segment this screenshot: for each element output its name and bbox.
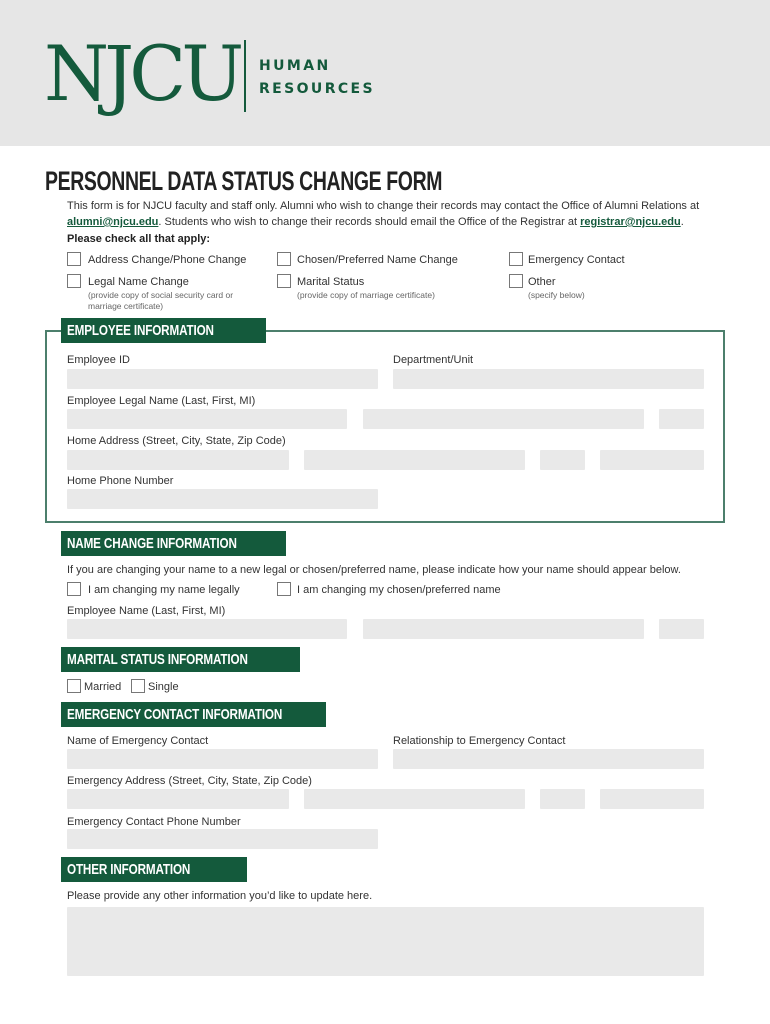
emergency-contact-checkbox[interactable] bbox=[509, 252, 523, 266]
marital-status-note: (provide copy of marriage certificate) bbox=[297, 290, 435, 300]
home-state-field[interactable] bbox=[540, 450, 585, 470]
chosen-name-label: Chosen/Preferred Name Change bbox=[297, 254, 458, 266]
other-info-heading bbox=[61, 857, 247, 882]
legal-name-label: Legal Name Change bbox=[88, 276, 189, 288]
new-first-name-field[interactable] bbox=[363, 619, 644, 639]
home-street-field[interactable] bbox=[67, 450, 289, 470]
employee-info-heading-text: EMPLOYEE INFORMATION bbox=[67, 322, 214, 339]
emergency-phone-field[interactable] bbox=[67, 829, 378, 849]
alumni-email-link[interactable]: alumni@njcu.edu bbox=[67, 216, 159, 228]
intro-part1: This form is for NJCU faculty and staff only. Alumni who wish to change their records may contact the Office of Alumni Relations at bbox=[67, 200, 700, 212]
employee-id-label: Employee ID bbox=[67, 354, 130, 366]
home-phone-label: Home Phone Number bbox=[67, 475, 174, 487]
legal-first-name-field[interactable] bbox=[363, 409, 644, 429]
chosen-change-label: I am changing my chosen/preferred name bbox=[297, 584, 501, 596]
home-phone-field[interactable] bbox=[67, 489, 378, 509]
legal-name-field-label: Employee Legal Name (Last, First, MI) bbox=[67, 395, 256, 407]
marital-heading-text: MARITAL STATUS INFORMATION bbox=[67, 651, 248, 668]
form-title: PERSONNEL DATA STATUS CHANGE FORM bbox=[45, 166, 443, 196]
intro-part2: . Students who wish to change their records should email the Office of the Registrar at bbox=[158, 216, 581, 228]
address-phone-label: Address Change/Phone Change bbox=[88, 254, 247, 266]
emergency-address-label: Emergency Address (Street, City, State, Zip Code) bbox=[67, 775, 312, 787]
intro-part3: . bbox=[680, 216, 684, 228]
logo-human-resources bbox=[259, 55, 375, 101]
other-info-textarea[interactable] bbox=[67, 907, 704, 976]
name-change-instruction: If you are changing your name to a new legal or chosen/preferred name, please indicate how your name should appear below. bbox=[67, 564, 681, 576]
legal-mi-field[interactable] bbox=[659, 409, 704, 429]
other-info-heading-text: OTHER INFORMATION bbox=[67, 861, 191, 878]
department-label: Department/Unit bbox=[393, 354, 474, 366]
logo-divider bbox=[244, 40, 246, 112]
department-field[interactable] bbox=[393, 369, 704, 389]
new-mi-field[interactable] bbox=[659, 619, 704, 639]
emergency-contact-label: Emergency Contact bbox=[528, 254, 625, 266]
single-checkbox[interactable] bbox=[131, 679, 145, 693]
married-checkbox[interactable] bbox=[67, 679, 81, 693]
legal-change-checkbox[interactable] bbox=[67, 582, 81, 596]
legal-last-name-field[interactable] bbox=[67, 409, 347, 429]
single-label: Single bbox=[148, 681, 179, 693]
emergency-relationship-field[interactable] bbox=[393, 749, 704, 769]
emergency-heading-text: EMERGENCY CONTACT INFORMATION bbox=[67, 706, 283, 723]
emergency-name-label: Name of Emergency Contact bbox=[67, 735, 209, 747]
name-change-heading bbox=[61, 531, 286, 556]
marital-status-label: Marital Status bbox=[297, 276, 365, 288]
new-name-label: Employee Name (Last, First, MI) bbox=[67, 605, 226, 617]
marital-status-checkbox[interactable] bbox=[277, 274, 291, 288]
emergency-relationship-label: Relationship to Emergency Contact bbox=[393, 735, 566, 747]
emergency-heading bbox=[61, 702, 326, 727]
emergency-city-field[interactable] bbox=[304, 789, 525, 809]
married-label: Married bbox=[84, 681, 122, 693]
address-phone-checkbox[interactable] bbox=[67, 252, 81, 266]
registrar-email-link[interactable]: registrar@njcu.edu bbox=[580, 216, 681, 228]
chosen-change-checkbox[interactable] bbox=[277, 582, 291, 596]
new-last-name-field[interactable] bbox=[67, 619, 347, 639]
home-zip-field[interactable] bbox=[600, 450, 704, 470]
other-checkbox[interactable] bbox=[509, 274, 523, 288]
check-all-label: Please check all that apply: bbox=[67, 233, 211, 245]
chosen-name-checkbox[interactable] bbox=[277, 252, 291, 266]
legal-change-label: I am changing my name legally bbox=[88, 584, 240, 596]
home-city-field[interactable] bbox=[304, 450, 525, 470]
emergency-state-field[interactable] bbox=[540, 789, 585, 809]
home-address-label: Home Address (Street, City, State, Zip Code) bbox=[67, 435, 286, 447]
legal-name-checkbox[interactable] bbox=[67, 274, 81, 288]
emergency-zip-field[interactable] bbox=[600, 789, 704, 809]
emergency-name-field[interactable] bbox=[67, 749, 378, 769]
employee-id-field[interactable] bbox=[67, 369, 378, 389]
logo-line-resources: RESOURCES bbox=[259, 81, 375, 97]
marital-heading bbox=[61, 647, 300, 672]
name-change-heading-text: NAME CHANGE INFORMATION bbox=[67, 535, 237, 552]
intro-text bbox=[67, 198, 707, 230]
other-label: Other bbox=[528, 276, 556, 288]
njcu-logo: NJCU bbox=[44, 29, 240, 118]
logo-line-human: HUMAN bbox=[259, 58, 331, 74]
employee-info-heading bbox=[61, 318, 266, 343]
emergency-phone-label: Emergency Contact Phone Number bbox=[67, 816, 241, 828]
other-info-instruction: Please provide any other information you’d like to update here. bbox=[67, 890, 373, 902]
other-note: (specify below) bbox=[528, 290, 585, 300]
emergency-street-field[interactable] bbox=[67, 789, 289, 809]
legal-name-note: (provide copy of social security card or marriage certificate) bbox=[88, 290, 234, 311]
